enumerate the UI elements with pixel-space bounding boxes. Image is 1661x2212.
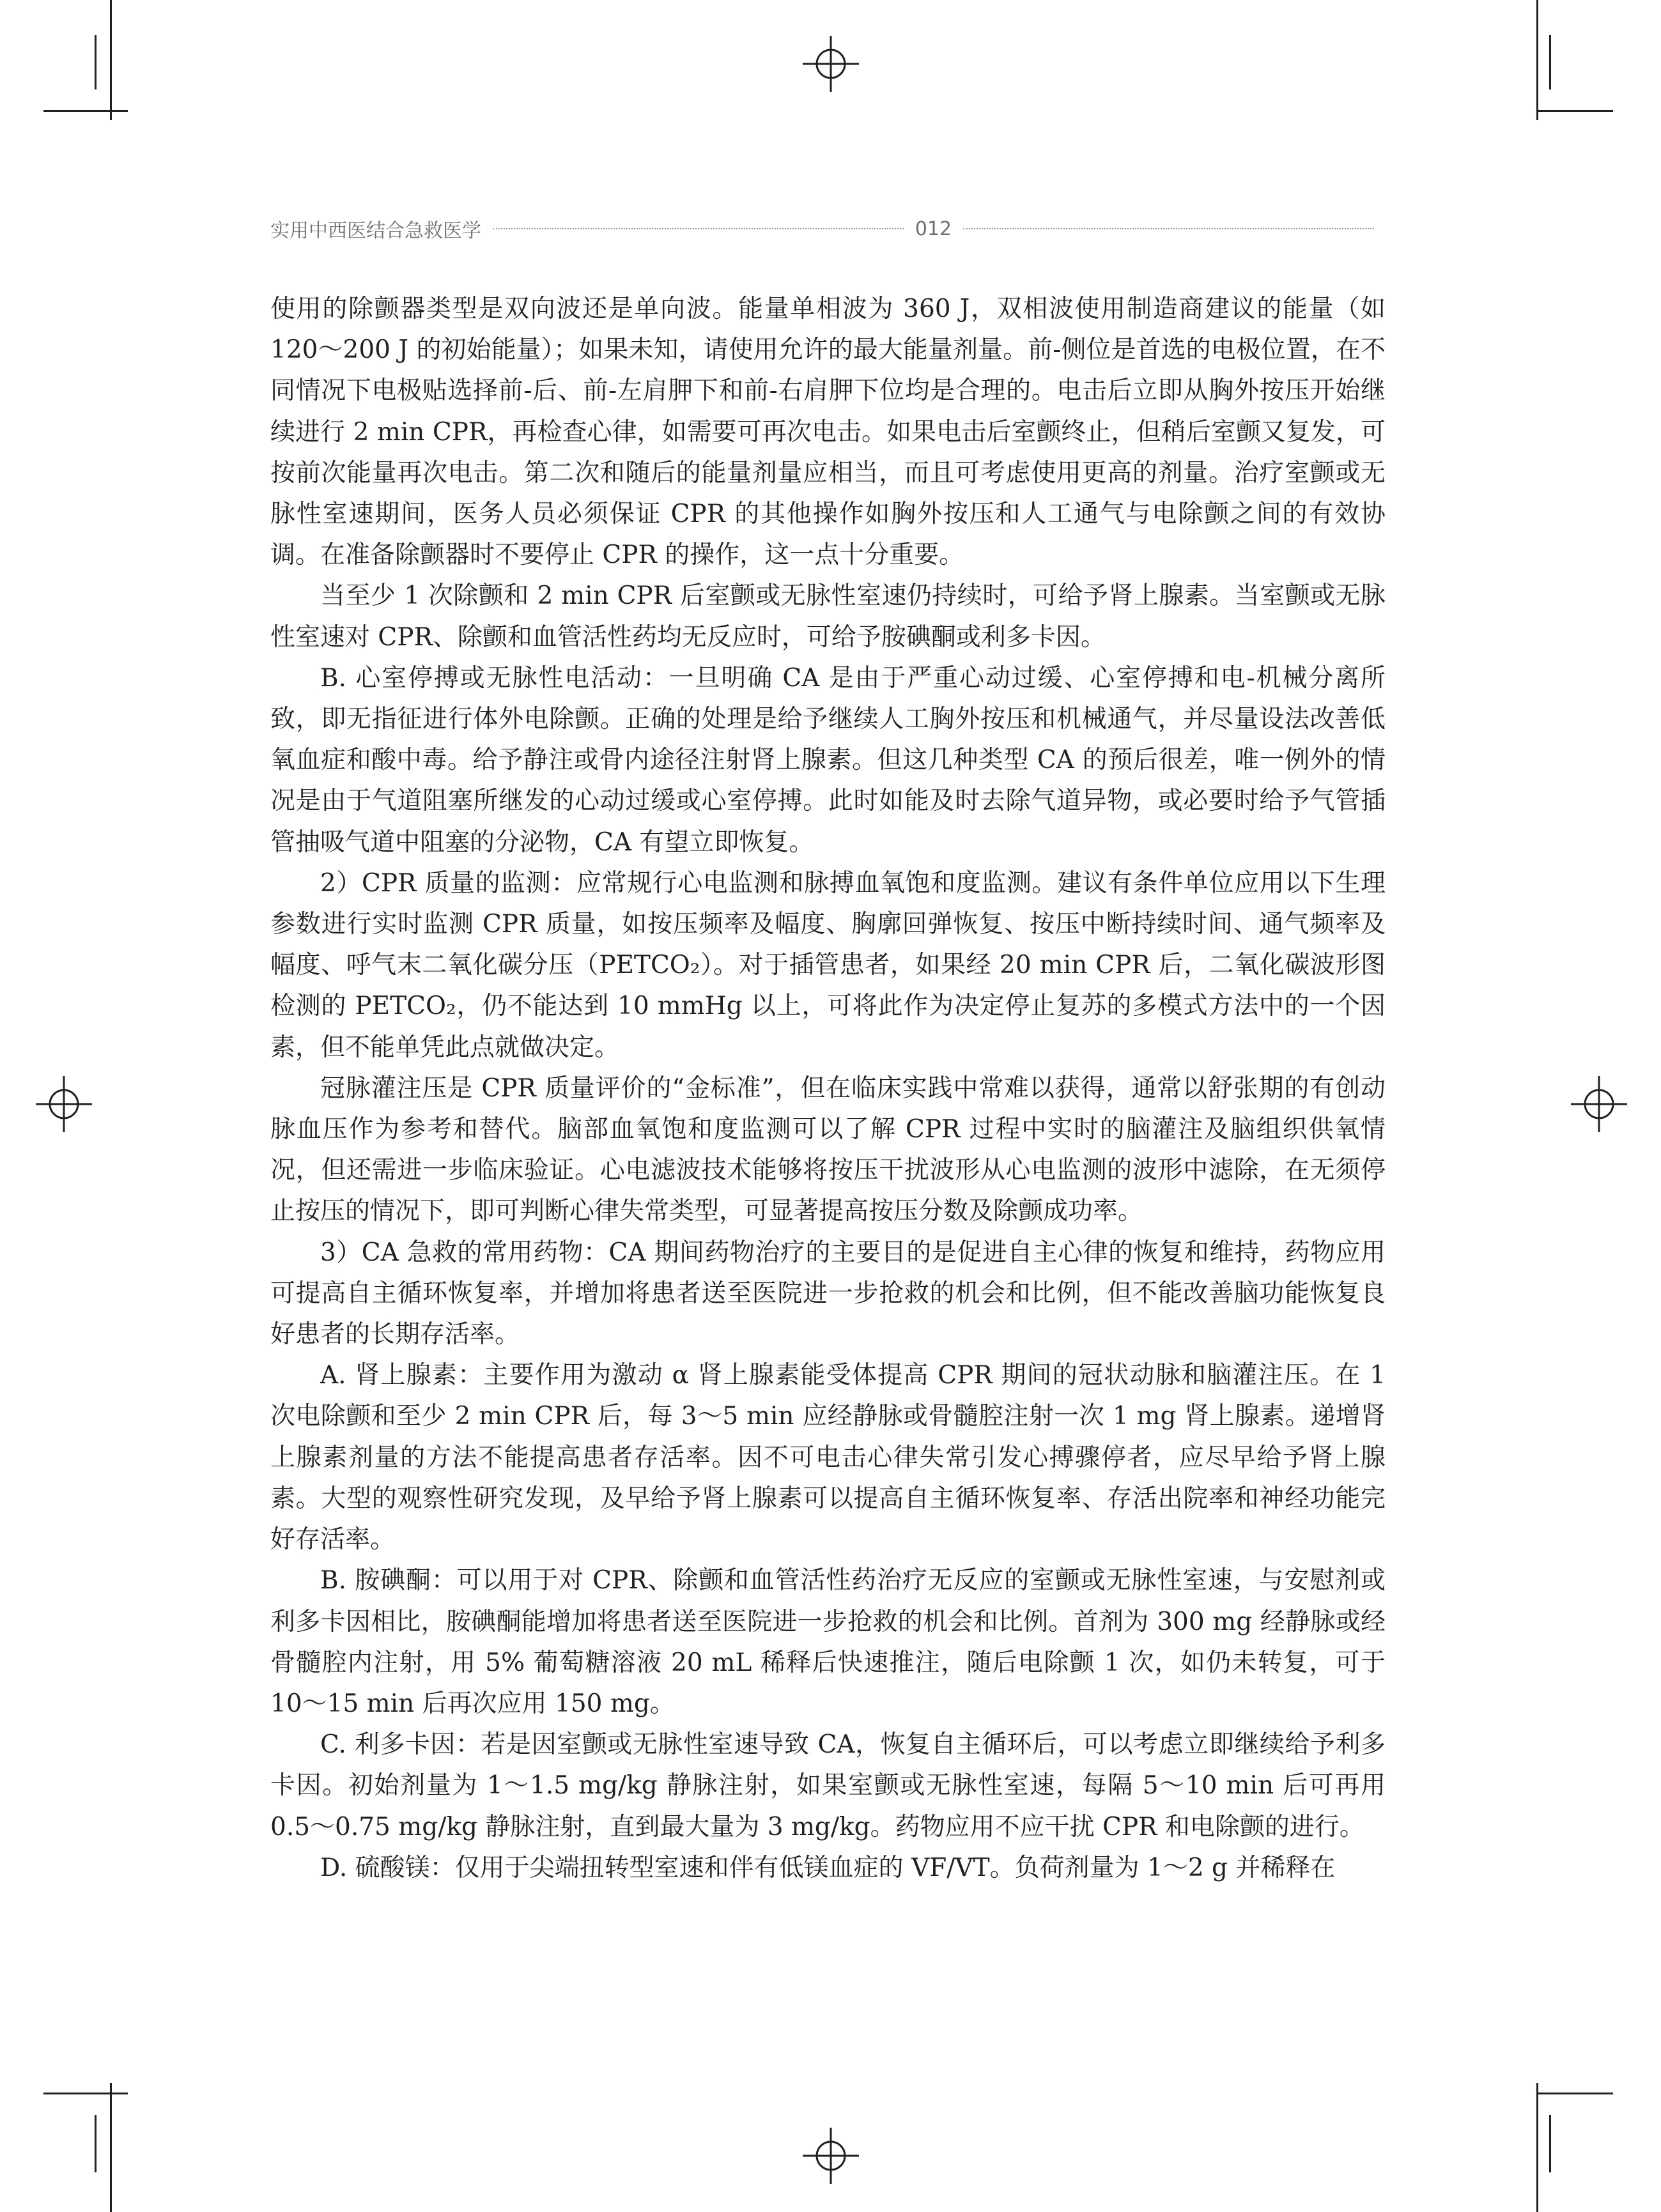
crop-mark-top-right-horizontal — [1536, 110, 1613, 112]
crop-mark-bottom-right-vertical — [1536, 2083, 1538, 2212]
crop-mark-bottom-right-horizontal — [1536, 2093, 1613, 2094]
paragraph: A. 肾上腺素：主要作用为激动 α 肾上腺素能受体提高 CPR 期间的冠状动脉和脑灌注压。在 1 次电除颤和至少 2 min CPR 后，每 3～5 min 应经静脉或骨髓腔注射一次 1 mg 肾上腺素。递增肾上腺素剂量的方法不能提高患者存活率。因不可电击心律失常引发心搏骤停者，应尽早给予肾上腺素。大型的观察性研究发现，及早给予肾上腺素可以提高自主循环恢复率、存活出院率和神经功能完好存活率。 — [270, 1361, 1386, 1555]
crop-mark-bottom-right-outer-vertical — [1549, 2115, 1551, 2172]
crop-mark-top-left-horizontal — [43, 110, 128, 112]
leader-dots-right — [963, 228, 1374, 229]
body-text — [270, 289, 1386, 1889]
crop-mark-top-right-outer-vertical — [1549, 35, 1551, 89]
leader-dots-left — [493, 228, 904, 229]
registration-mark-right — [1571, 1076, 1627, 1132]
registration-mark-left — [36, 1076, 92, 1132]
crop-mark-top-right-vertical — [1536, 0, 1538, 120]
registration-mark-bottom — [803, 2128, 859, 2184]
paragraph: D. 硫酸镁：仅用于尖端扭转型室速和伴有低镁血症的 VF/VT。负荷剂量为 1～2 g 并稀释在 — [320, 1853, 1336, 1882]
paragraph: 2）CPR 质量的监测：应常规行心电监测和脉搏血氧饱和度监测。建议有条件单位应用以下生理参数进行实时监测 CPR 质量，如按压频率及幅度、胸廓回弹恢复、按压中断持续时间、通气频率及幅度、呼气末二氧化碳分压（PETCO₂）。对于插管患者，如果经 20 min CPR 后，二氧化碳波形图检测的 PETCO₂，仍不能达到 10 mmHg 以上，可将此作为决定停止复苏的多模式方法中的一个因素，但不能单凭此点就做决定。 — [270, 868, 1386, 1062]
paragraph: 使用的除颤器类型是双向波还是单向波。能量单相波为 360 J，双相波使用制造商建议的能量（如 120～200 J 的初始能量）；如果未知，请使用允许的最大能量剂量。前-侧位是首选的电极位置，在不同情况下电极贴选择前-后、前-左肩胛下和前-右肩胛下位均是合理的。电击后立即从胸外按压开始继续进行 2 min CPR，再检查心律，如需要可再次电击。如果电击后室颤终止，但稍后室颤又复发，可按前次能量再次电击。第二次和随后的能量剂量应相当，而且可考虑使用更高的剂量。治疗室颤或无脉性室速期间，医务人员必须保证 CPR 的其他操作如胸外按压和人工通气与电除颤之间的有效协调。在准备除颤器时不要停止 CPR 的操作，这一点十分重要。 — [270, 295, 1386, 570]
paragraph: B. 胺碘酮：可以用于对 CPR、除颤和血管活性药治疗无反应的室颤或无脉性室速，与安慰剂或利多卡因相比，胺碘酮能增加将患者送至医院进一步抢救的机会和比例。首剂为 300 mg 经静脉或经骨髓腔内注射，用 5% 葡萄糖溶液 20 mL 稀释后快速推注，随后电除颤 1 次，如仍未转复，可于 10～15 min 后再次应用 150 mg。 — [270, 1566, 1386, 1718]
paragraph: B. 心室停搏或无脉性电活动：一旦明确 CA 是由于严重心动过缓、心室停搏和电-机械分离所致，即无指征进行体外电除颤。正确的处理是给予继续人工胸外按压和机械通气，并尽量设法改善低氧血症和酸中毒。给予静注或骨内途径注射肾上腺素。但这几种类型 CA 的预后很差，唯一例外的情况是由于气道阻塞所继发的心动过缓或心室停搏。此时如能及时去除气道异物，或必要时给予气管插管抽吸气道中阻塞的分泌物，CA 有望立即恢复。 — [270, 663, 1386, 857]
paragraph: 3）CA 急救的常用药物：CA 期间药物治疗的主要目的是促进自主心律的恢复和维持，药物应用可提高自主循环恢复率，并增加将患者送至医院进一步抢救的机会和比例，但不能改善脑功能恢复良好患者的长期存活率。 — [270, 1238, 1386, 1349]
book-title: 实用中西医结合急救医学 — [270, 220, 481, 242]
crop-mark-top-left-outer-vertical — [95, 35, 97, 89]
paragraph: 当至少 1 次除颤和 2 min CPR 后室颤或无脉性室速仍持续时，可给予肾上腺素。当室颤或无脉性室速对 CPR、除颤和血管活性药均无反应时，可给予胺碘酮或利多卡因。 — [270, 581, 1386, 652]
paragraph: C. 利多卡因：若是因室颤或无脉性室速导致 CA，恢复自主循环后，可以考虑立即继续给予利多卡因。初始剂量为 1～1.5 mg/kg 静脉注射，如果室颤或无脉性室速，每隔 5～10 min 后可再用 0.5～0.75 mg/kg 静脉注射，直到最大量为 3 mg/kg。药物应用不应干扰 CPR 和电除颤的进行。 — [270, 1730, 1386, 1841]
running-head — [270, 210, 1386, 248]
paragraph: 冠脉灌注压是 CPR 质量评价的“金标准”，但在临床实践中常难以获得，通常以舒张期的有创动脉血压作为参考和替代。脑部血氧饱和度监测可以了解 CPR 过程中实时的脑灌注及脑组织供氧情况，但还需进一步临床验证。心电滤波技术能够将按压干扰波形从心电监测的波形中滤除，在无须停止按压的情况下，即可判断心律失常类型，可显著提高按压分数及除颤成功率。 — [270, 1073, 1386, 1226]
crop-mark-top-left-vertical — [110, 0, 112, 120]
crop-mark-bottom-left-horizontal — [43, 2093, 128, 2094]
page-number: 012 — [915, 217, 952, 240]
crop-mark-bottom-left-outer-vertical — [95, 2115, 97, 2172]
registration-mark-top — [803, 36, 859, 92]
crop-mark-bottom-left-vertical — [110, 2083, 112, 2212]
